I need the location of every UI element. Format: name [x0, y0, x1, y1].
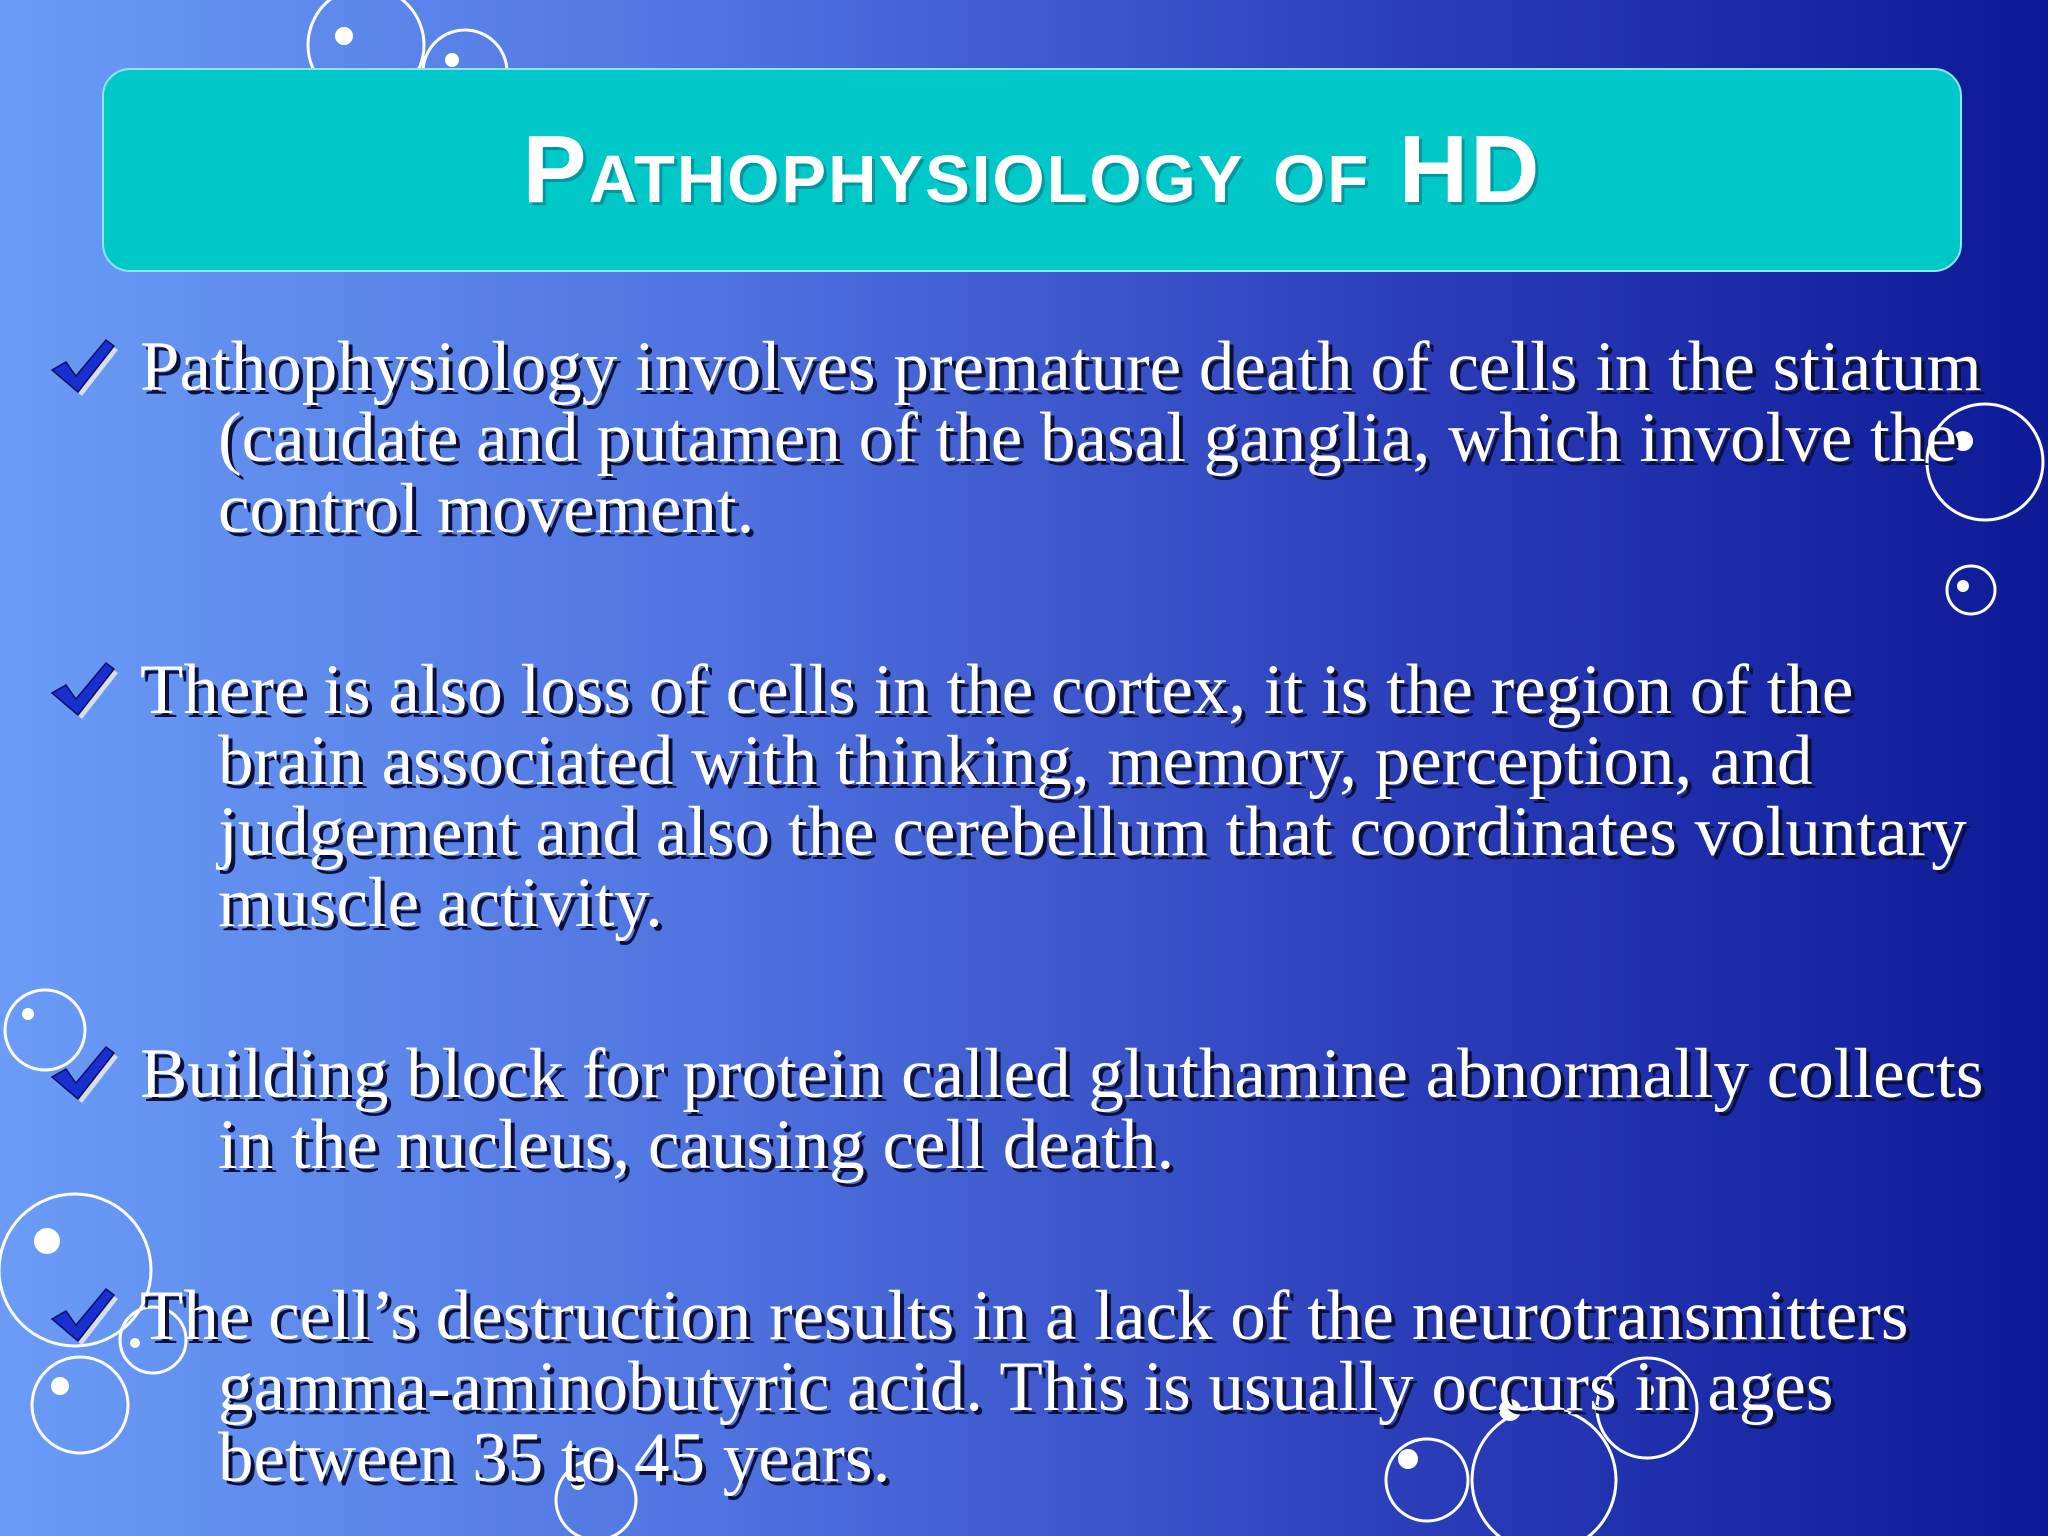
slide-title: Pathophysiology of HD: [522, 116, 1542, 223]
bullet-text: Pathophysiology involves premature death of cells in the stiatum (caudate and putamen of the basal ganglia, which involve the control movement.: [140, 328, 1982, 548]
bullet-text: Building block for protein called gluthamine abnormally collects in the nucleus, causing cell death.: [140, 1035, 1984, 1184]
checkmark-icon: [50, 1045, 122, 1109]
title-banner: [102, 68, 1962, 272]
bullet-item: [48, 328, 2008, 548]
bullet-item: [48, 1035, 2008, 1184]
checkmark-icon: [50, 661, 122, 725]
bullet-list: [48, 328, 2008, 1497]
bullet-text: The cell’s destruction results in a lack of the neurotransmitters gamma-aminobutyric acid. This is usually occurs in ages between 35 to 45 years.: [140, 1277, 1909, 1497]
checkmark-icon: [50, 1287, 122, 1351]
bullet-text: There is also loss of cells in the cortex, it is the region of the brain associated with thinking, memory, perception, and judgement and also the cerebellum that coordinates voluntary muscle activity.: [140, 651, 1967, 942]
bullet-item: [48, 1277, 2008, 1497]
checkmark-icon: [50, 338, 122, 402]
bullet-item: [48, 651, 2008, 942]
